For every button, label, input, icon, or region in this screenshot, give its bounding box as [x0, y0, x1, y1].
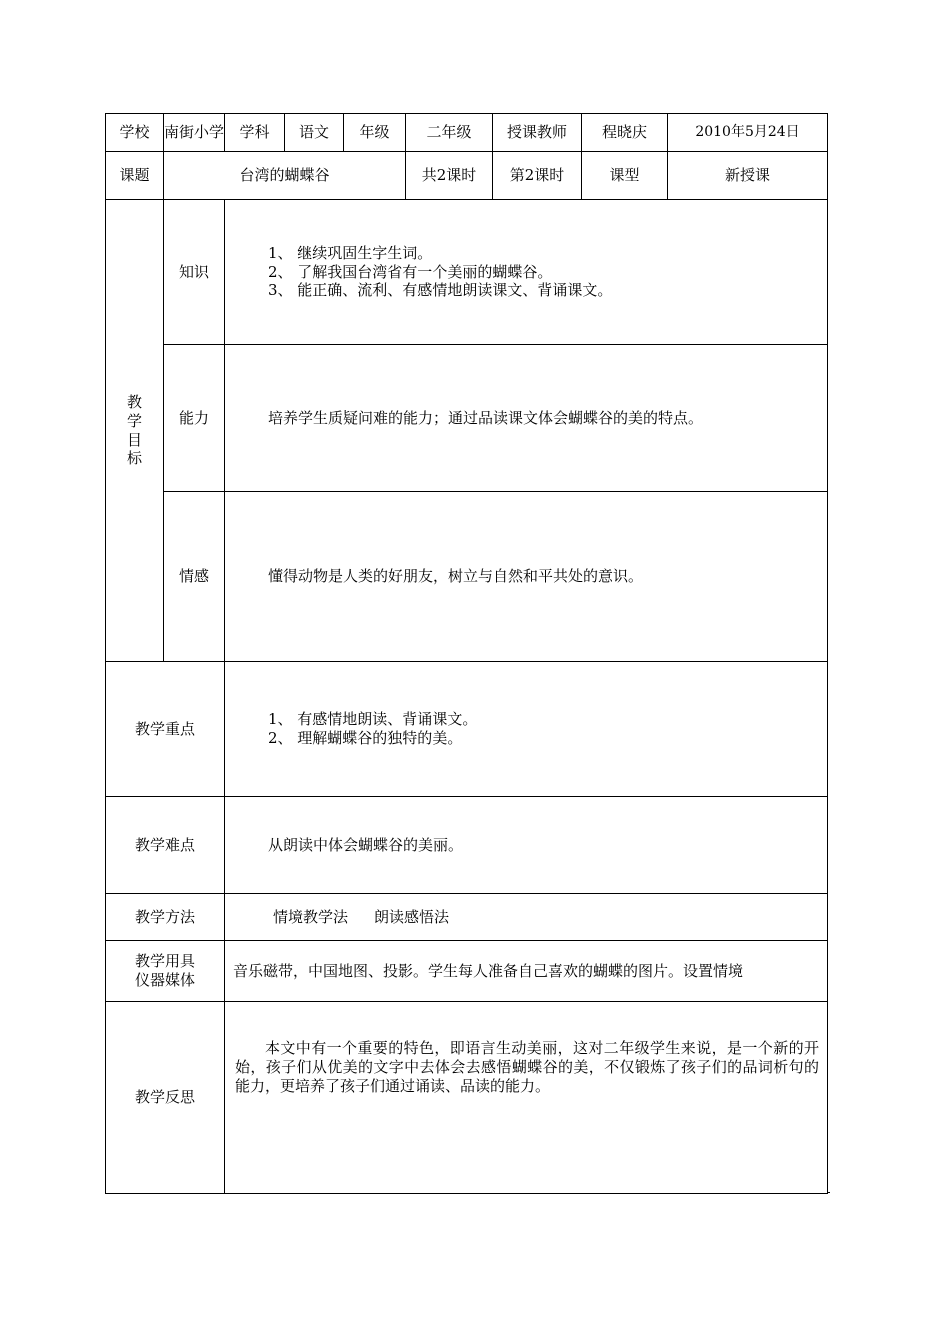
knowledge-list — [225, 200, 828, 345]
difficulties-row — [106, 797, 828, 894]
teacher-value: 程晓庆 — [582, 114, 668, 152]
current-hour: 第2课时 — [493, 152, 582, 200]
type-value: 新授课 — [668, 152, 828, 200]
grade-value: 二年级 — [406, 114, 493, 152]
knowledge-label: 知识 — [164, 200, 225, 345]
key-points-list — [225, 662, 828, 797]
reflection-cell — [225, 1002, 828, 1194]
knowledge-row — [106, 200, 828, 345]
grade-label: 年级 — [344, 114, 406, 152]
objectives-label-char: 教 — [126, 393, 142, 411]
total-hours: 共2课时 — [406, 152, 493, 200]
list-item: 2、 理解蝴蝶谷的独特的美。 — [268, 729, 463, 747]
teacher-label: 授课教师 — [493, 114, 582, 152]
difficulties-text: 从朗读中体会蝴蝶谷的美丽。 — [225, 797, 828, 894]
topic-value: 台湾的蝴蝶谷 — [164, 152, 406, 200]
subject-label: 学科 — [225, 114, 285, 152]
method-item: 情境教学法 — [273, 907, 349, 926]
list-item: 1、 继续巩固生字生词。 — [268, 243, 433, 262]
tools-text: 音乐磁带，中国地图、投影。学生每人准备自己喜欢的蝴蝶的图片。设置情境 — [225, 941, 828, 1002]
header-row — [106, 114, 828, 152]
subject-value: 语文 — [285, 114, 344, 152]
topic-row — [106, 152, 828, 200]
key-points-label: 教学重点 — [106, 662, 225, 797]
method-item: 朗读感悟法 — [374, 907, 450, 926]
methods-list — [225, 894, 828, 941]
objectives-label-char: 目 — [126, 430, 142, 449]
type-label: 课型 — [582, 152, 668, 200]
school-label: 学校 — [106, 114, 164, 152]
lesson-plan-table — [105, 113, 828, 1194]
methods-label: 教学方法 — [106, 894, 225, 941]
tools-label — [106, 941, 225, 1002]
objectives-label — [106, 200, 164, 662]
date-value: 2010年5月24日 — [668, 114, 828, 152]
key-points-row — [106, 662, 828, 797]
difficulties-label: 教学难点 — [106, 797, 225, 894]
emotion-text: 懂得动物是人类的好朋友，树立与自然和平共处的意识。 — [225, 492, 828, 662]
emotion-label: 情感 — [164, 492, 225, 662]
reflection-text: 本文中有一个重要的特色，即语言生动美丽，这对二年级学生来说，是一个新的开始，孩子们从优美的文字中去体会去感悟蝴蝶谷的美，不仅锻炼了孩子们的品词析句的能力，更培养了孩子们通过诵读、品读的能力。 — [235, 1039, 820, 1095]
tools-label-line: 教学用具 — [134, 952, 195, 971]
topic-label: 课题 — [106, 152, 164, 200]
methods-row — [106, 894, 828, 941]
tools-label-line: 仪器媒体 — [134, 971, 195, 989]
list-item: 3、 能正确、流利、有感情地朗读课文、背诵课文。 — [268, 281, 613, 300]
tools-row — [106, 941, 828, 1002]
emotion-row — [106, 492, 828, 662]
ability-row — [106, 345, 828, 492]
objectives-label-char: 标 — [126, 449, 142, 468]
list-item: 1、 有感情地朗读、背诵课文。 — [268, 710, 478, 729]
table-edge-mark — [827, 1192, 830, 1193]
list-item: 2、 了解我国台湾省有一个美丽的蝴蝶谷。 — [268, 262, 553, 281]
ability-text: 培养学生质疑问难的能力；通过品读课文体会蝴蝶谷的美的特点。 — [225, 345, 828, 492]
ability-label: 能力 — [164, 345, 225, 492]
objectives-label-char: 学 — [126, 411, 142, 430]
reflection-row — [106, 1002, 828, 1194]
reflection-label: 教学反思 — [106, 1002, 225, 1194]
school-value: 南街小学 — [164, 114, 225, 152]
